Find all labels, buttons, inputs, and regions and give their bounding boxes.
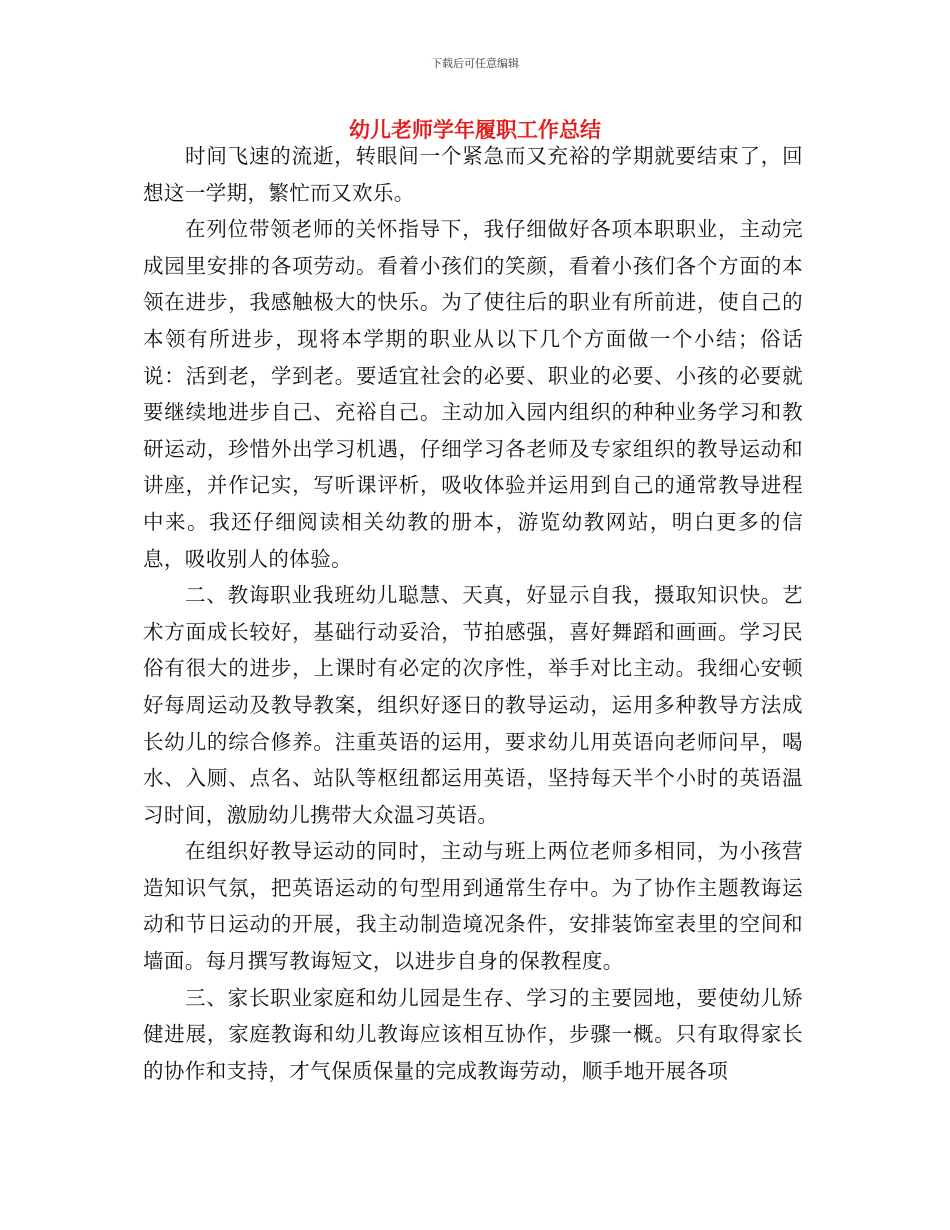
paragraph-professional-study: 在列位带领老师的关怀指导下，我仔细做好各项本职职业，主动完成园里安排的各项劳动。看着小孩们的笑颜，看着小孩们各个方面的本领在进步，我感触极大的快乐。为了使往后的职业有所前进，使自己的本领有所进步，现将本学期的职业从以下几个方面做一个小结；俗话说：活到老，学到老。要适宜社会的必要、职业的必要、小孩的必要就要继续地进步自己、充裕自己。主动加入园内组织的种种业务学习和教研运动，珍惜外出学习机遇，仔细学习各老师及专家组织的教导运动和讲座，并作记实，写听课评析，吸收体验并运用到自己的通常教导进程中来。我还仔细阅读相关幼教的册本，游览幼教网站，明白更多的信息，吸收别人的体验。 (143, 217, 803, 571)
page-header-note: 下载后可任意编辑 (431, 57, 519, 70)
paragraph-teaching-work: 二、教诲职业我班幼儿聪慧、天真，好显示自我，摄取知识快。艺术方面成长较好，基础行动妥洽，节拍感强，喜好舞蹈和画画。学习民俗有很大的进步，上课时有必定的次序性，举手对比主动。我细心安顿好每周运动及教导教案，组织好逐日的教导运动，运用多种教导方法成长幼儿的综合修养。注重英语的运用，要求幼儿用英语向老师问早，喝水、入厕、点名、站队等枢纽都运用英语，坚持每天半个小时的英语温习时间，激励幼儿携带大众温习英语。 (143, 583, 803, 827)
paragraph-intro: 时间飞速的流逝，转眼间一个紧急而又充裕的学期就要结束了，回想这一学期，繁忙而又欢乐。 (143, 144, 803, 205)
document-body (143, 138, 803, 1089)
paragraph-teaching-activities: 在组织好教导运动的同时，主动与班上两位老师多相同，为小孩营造知识气氛，把英语运动的句型用到通常生存中。为了协作主题教诲运动和节日运动的开展，我主动制造境况条件，安排装饰室表里的空间和墙面。每月撰写教诲短文，以进步自身的保教程度。 (143, 839, 803, 974)
document-title: 幼儿老师学年履职工作总结 (349, 118, 601, 142)
paragraph-parent-work: 三、家长职业家庭和幼儿园是生存、学习的主要园地，要使幼儿矫健进展，家庭教诲和幼儿教诲应该相互协作，步骤一概。只有取得家长的协作和支持，才气保质保量的完成教诲劳动，顺手地开展各项 (143, 985, 803, 1083)
